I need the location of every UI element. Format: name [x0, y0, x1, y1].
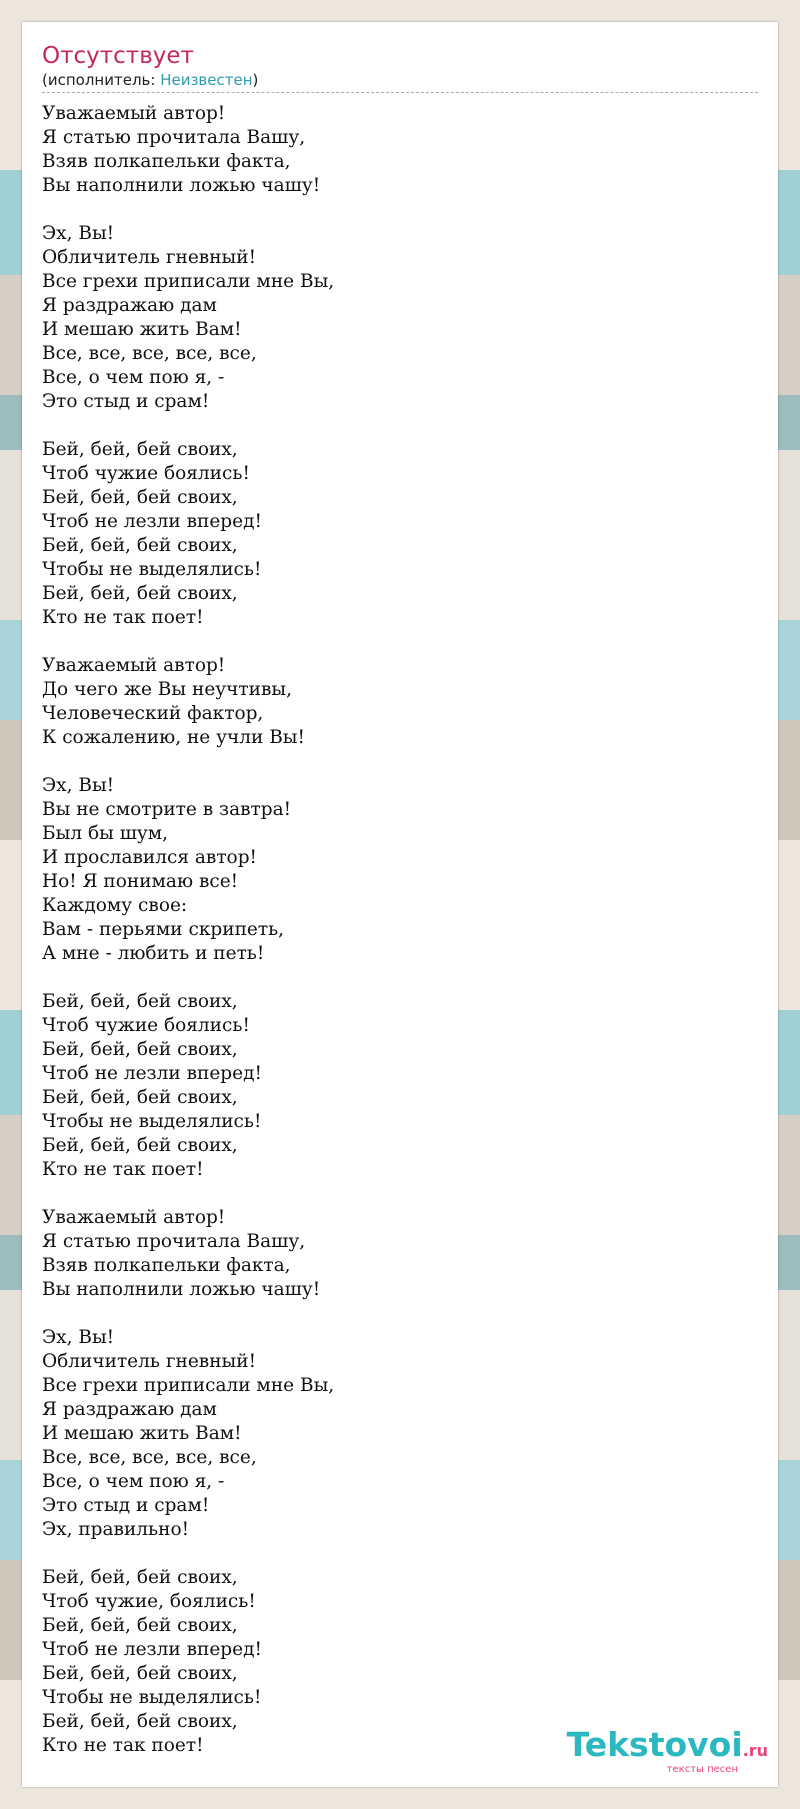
lyrics-line: Уважаемый автор! — [42, 1207, 226, 1228]
lyrics-line: И мешаю жить Вам! — [42, 319, 242, 340]
logo-tld: .ru — [742, 1741, 768, 1760]
lyrics-line: Чтобы не выделялись! — [42, 559, 262, 580]
lyrics-stanza — [42, 654, 334, 750]
lyrics-line: Чтоб чужие боялись! — [42, 463, 250, 484]
lyrics-line: Был бы шум, — [42, 823, 169, 844]
lyrics-line: Но! Я понимаю все! — [42, 871, 239, 892]
lyrics-stanza — [42, 1206, 334, 1302]
song-title: Отсутствует — [42, 43, 194, 69]
lyrics-line: Это стыд и срам! — [42, 391, 210, 412]
lyrics-line: Все, о чем пою я, - — [42, 1471, 225, 1492]
lyrics-stanza — [42, 990, 334, 1182]
lyrics-card — [22, 22, 778, 1787]
lyrics-line: Кто не так поет! — [42, 1735, 204, 1756]
lyrics-line: Я статью прочитала Вашу, — [42, 1231, 306, 1252]
lyrics-line: Человеческий фактор, — [42, 703, 264, 724]
lyrics-line: Бей, бей, бей своих, — [42, 1087, 238, 1108]
lyrics-line: Все, все, все, все, все, — [42, 1447, 257, 1468]
logo-tagline: тексты песен — [666, 1764, 738, 1775]
lyrics-line: Вы наполнили ложью чашу! — [42, 1279, 321, 1300]
site-logo[interactable] — [566, 1725, 768, 1775]
lyrics-line: Бей, бей, бей своих, — [42, 1663, 238, 1684]
lyrics-line: К сожалению, не учли Вы! — [42, 727, 305, 748]
lyrics-line: Это стыд и срам! — [42, 1495, 210, 1516]
lyrics-line: И прославился автор! — [42, 847, 257, 868]
lyrics-stanza — [42, 1326, 334, 1542]
artist-suffix: ) — [252, 71, 259, 89]
lyrics-line: Бей, бей, бей своих, — [42, 535, 238, 556]
lyrics-line: Уважаемый автор! — [42, 103, 226, 124]
lyrics-line: Взяв полкапельки факта, — [42, 1255, 291, 1276]
lyrics-line: Я статью прочитала Вашу, — [42, 127, 306, 148]
lyrics-line: Бей, бей, бей своих, — [42, 1135, 238, 1156]
lyrics-line: Кто не так поет! — [42, 1159, 204, 1180]
lyrics-line: Все грехи приписали мне Вы, — [42, 271, 335, 292]
lyrics-line: Я раздражаю дам — [42, 295, 217, 316]
lyrics-line: Бей, бей, бей своих, — [42, 1615, 238, 1636]
lyrics-line: Чтобы не выделялись! — [42, 1687, 262, 1708]
lyrics-line: Уважаемый автор! — [42, 655, 226, 676]
lyrics-line: Чтоб чужие боялись! — [42, 1015, 250, 1036]
lyrics-line: Кто не так поет! — [42, 607, 204, 628]
lyrics-line: Обличитель гневный! — [42, 1351, 257, 1372]
lyrics-line: Бей, бей, бей своих, — [42, 1711, 238, 1732]
lyrics-line: Вам - перьями скрипеть, — [42, 919, 285, 940]
lyrics-stanza — [42, 222, 334, 414]
lyrics-stanza — [42, 102, 334, 198]
artist-link[interactable]: Неизвестен — [160, 71, 253, 89]
lyrics-line: А мне - любить и петь! — [42, 943, 265, 964]
lyrics-line: Бей, бей, бей своих, — [42, 487, 238, 508]
lyrics-stanza — [42, 438, 334, 630]
lyrics-line: Все, о чем пою я, - — [42, 367, 225, 388]
lyrics-line: Эх, Вы! — [42, 775, 115, 796]
lyrics-line: Я раздражаю дам — [42, 1399, 217, 1420]
lyrics-line: Чтобы не выделялись! — [42, 1111, 262, 1132]
lyrics-stanza — [42, 1566, 334, 1758]
lyrics-line: Бей, бей, бей своих, — [42, 991, 238, 1012]
lyrics-line: Чтоб чужие, боялись! — [42, 1591, 256, 1612]
lyrics-line: Чтоб не лезли вперед! — [42, 1063, 262, 1084]
lyrics-line: Чтоб не лезли вперед! — [42, 511, 262, 532]
lyrics-line: Эх, Вы! — [42, 223, 115, 244]
lyrics-text — [42, 102, 334, 1782]
artist-line — [42, 70, 758, 93]
lyrics-line: Эх, правильно! — [42, 1519, 190, 1540]
artist-prefix: (исполнитель: — [42, 71, 161, 89]
lyrics-line: Вы наполнили ложью чашу! — [42, 175, 321, 196]
lyrics-line: Каждому свое: — [42, 895, 188, 916]
lyrics-line: Эх, Вы! — [42, 1327, 115, 1348]
lyrics-stanza — [42, 774, 334, 966]
lyrics-line: Бей, бей, бей своих, — [42, 1039, 238, 1060]
lyrics-line: Обличитель гневный! — [42, 247, 257, 268]
lyrics-line: До чего же Вы неучтивы, — [42, 679, 292, 700]
lyrics-line: Чтоб не лезли вперед! — [42, 1639, 262, 1660]
lyrics-line: И мешаю жить Вам! — [42, 1423, 242, 1444]
lyrics-line: Вы не смотрите в завтра! — [42, 799, 292, 820]
lyrics-line: Взяв полкапельки факта, — [42, 151, 291, 172]
lyrics-line: Все грехи приписали мне Вы, — [42, 1375, 335, 1396]
lyrics-line: Бей, бей, бей своих, — [42, 1567, 238, 1588]
lyrics-line: Бей, бей, бей своих, — [42, 583, 238, 604]
lyrics-line: Все, все, все, все, все, — [42, 343, 257, 364]
logo-name: Tekstovoi — [566, 1725, 743, 1764]
lyrics-line: Бей, бей, бей своих, — [42, 439, 238, 460]
